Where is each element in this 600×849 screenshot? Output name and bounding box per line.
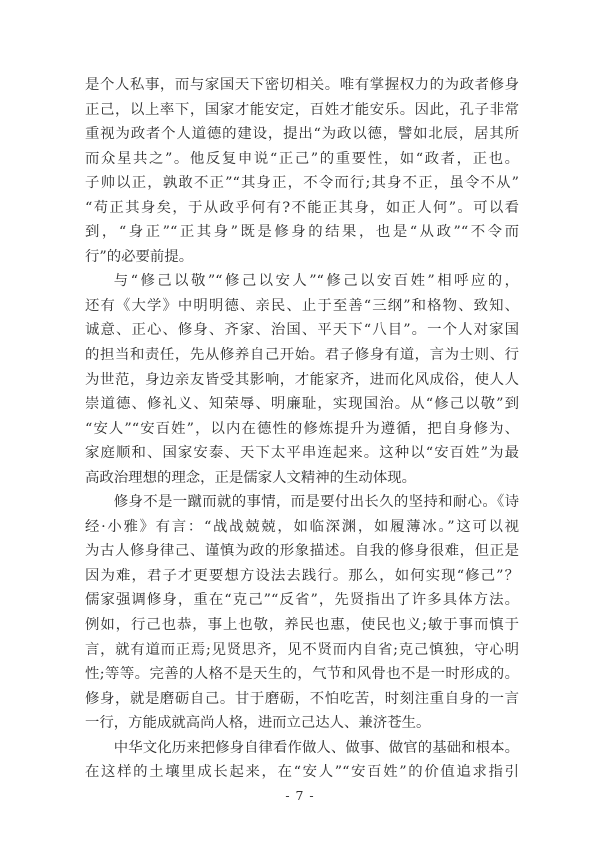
text-line: 与“修己以敬”“修己以安人”“修己以安百姓”相呼应的， <box>113 273 519 290</box>
text-line: 在这样的土壤里成长起来，在“安人”“安百姓”的价值追求指引 <box>85 764 519 781</box>
text-line: 高政治理想的理念，正是儒家人文精神的生动体现。 <box>85 469 416 486</box>
text-line: 儒家强调修身，重在“克己”“反省”，先贤指出了许多具体方法。 <box>85 592 519 609</box>
text-line: 还有《大学》中明明德、亲民、止于至善“三纲”和格物、致知、 <box>85 297 519 314</box>
text-line: 言，就有道而正焉;见贤思齐，见不贤而内自省;克己慎独，守心明 <box>85 641 519 658</box>
page-number: - 7 - <box>285 788 315 803</box>
text-line: “安人”“安百姓”，以内在德性的修炼提升为遵循，把自身修为、 <box>85 420 519 437</box>
text-line: 崇道德、修礼义、知荣辱、明廉耻，实现国治。从“修己以敬”到 <box>85 396 519 413</box>
text-line: 而众星共之”。他反复申说“正己”的重要性，如“政者，正也。 <box>85 150 519 167</box>
text-line: 经·小雅》有言：“战战兢兢，如临深渊，如履薄冰。”这可以视 <box>85 518 519 535</box>
text-line: 为世范，身边亲友皆受其影响，才能家齐，进而化风成俗，使人人 <box>85 371 519 388</box>
text-line: 为古人修身律己、谨慎为政的形象描述。自我的修身很难，但正是 <box>85 543 519 560</box>
text-line: “苟正其身矣，于从政乎何有?不能正其身，如正人何”。可以看 <box>85 199 519 216</box>
text-line: 家庭顺和、国家安泰、天下太平串连起来。这种以“安百姓”为最 <box>85 445 519 462</box>
text-line: 子帅以正，孰敢不正”“其身正，不令而行;其身不正，虽令不从” <box>85 175 519 192</box>
text-line: 的担当和责任，先从修养自己开始。君子修身有道，言为士则、行 <box>85 347 519 364</box>
text-line: 一行，方能成就高尚人格，进而立己达人、兼济苍生。 <box>85 715 431 732</box>
text-line: 因为难，君子才更要想方设法去践行。那么，如何实现“修己”？ <box>85 567 519 584</box>
text-line: 正己，以上率下，国家才能安定，百姓才能安乐。因此，孔子非常 <box>85 101 519 118</box>
text-line: 到，“身正”“正其身”既是修身的结果，也是“从政”“不令而 <box>85 224 519 241</box>
text-line: 是个人私事，而与家国天下密切相关。唯有掌握权力的为政者修身 <box>85 77 519 93</box>
text-line: 行”的必要前提。 <box>85 248 194 265</box>
text-line: 诚意、正心、修身、齐家、治国、平天下“八目”。一个人对家国 <box>85 322 519 339</box>
text-line: 重视为政者个人道德的建设，提出“为政以德，譬如北辰，居其所 <box>85 126 519 143</box>
text-line: 例如，行己也恭，事上也敬，养民也惠，使民也义;敏于事而慎于 <box>85 617 519 634</box>
text-line: 中华文化历来把修身自律看作做人、做事、做官的基础和根本。 <box>113 739 519 756</box>
text-line: 性;等等。完善的人格不是天生的，气节和风骨也不是一时形成的。 <box>85 666 519 683</box>
text-line: 修身不是一蹴而就的事情，而是要付出长久的坚持和耐心。《诗 <box>113 494 519 511</box>
document-body <box>85 73 519 785</box>
text-line: 修身，就是磨砺自己。甘于磨砺，不怕吃苦，时刻注重自身的一言 <box>85 690 519 707</box>
